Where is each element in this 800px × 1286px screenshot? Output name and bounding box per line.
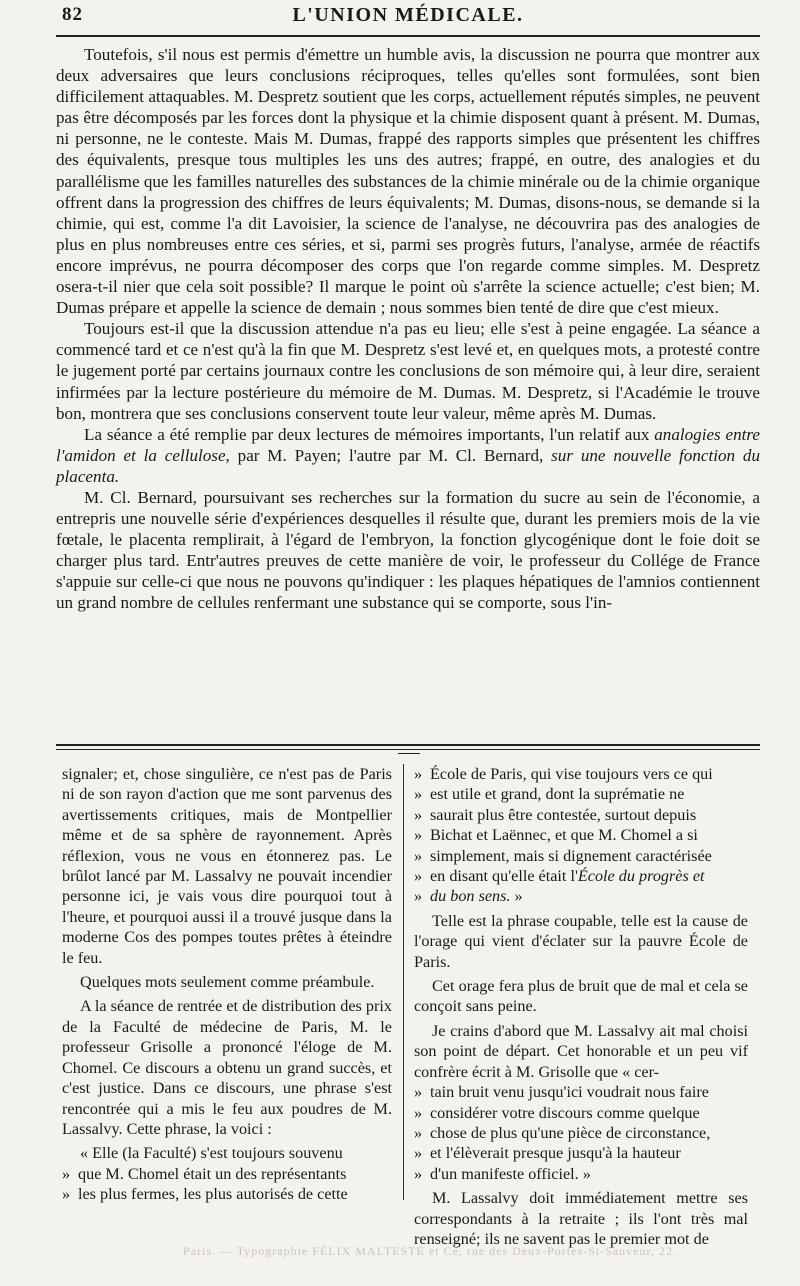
quote-mark: » — [414, 805, 423, 824]
article-italic-title: sur une nouvelle fonction du placenta. — [56, 445, 760, 486]
main-article — [56, 44, 760, 614]
quote-line: « Elle (la Faculté) s'est toujours souvenu — [80, 1144, 343, 1163]
column-divider-cap — [398, 753, 420, 754]
column-paragraph: Cet orage fera plus de bruit que de mal et cela se conçoit sans peine. — [414, 977, 748, 1016]
quote-line: » les plus fermes, les plus autorisés de cette — [62, 1185, 348, 1204]
quote-italic: du bon sens. — [430, 887, 511, 906]
column-paragraph: Quelques mots seulement comme préambule. — [80, 973, 375, 992]
column-paragraph: Je crains d'abord que M. Lassalvy ait mal choisi son point de départ. Cet honorable et un peu vif confrère écrit à M. Grisolle que « cer- — [414, 1021, 748, 1081]
quote-line: » du bon sens. » — [414, 887, 523, 906]
journal-title: L'UNION MÉDICALE. — [292, 4, 524, 26]
quote-line: » École de Paris, qui vise toujours vers ce qui — [414, 765, 713, 783]
quote-line: » simplement, mais si dignement caractérisée — [414, 846, 712, 865]
quote-mark: » — [62, 1164, 71, 1183]
article-paragraph: Toujours est-il que la discussion attendue n'a pas eu lieu; elle s'est à peine engagée. La séance a commencé tard et ce n'est qu'à la fin que M. Despretz s'est levé et, en quelques mots, a protesté contre le jugement porté par certains journaux contre les conclusions de son mémoire qui, à leur dire, seraient infirmées par la lecture postérieure du mémoire de M. Dumas. M. Despretz, si l'Académie le trouve bon, montrera que ses conclusions conservent toute leur valeur, même après M. Dumas. — [56, 319, 760, 423]
quote-mark: » — [414, 867, 423, 886]
quote-italic: École du progrès et — [577, 867, 705, 886]
quote-mark: » — [414, 765, 423, 783]
column-paragraph: A la séance de rentrée et de distribution des prix de la Faculté de médecine de Paris, M. le professeur Grisolle a prononcé l'éloge de M. Chomel. Ce discours a obtenu un grand succès, et c'est justice. Dans ce discours, une phrase s'est rencontrée qui a mis le feu aux poudres de M. Lassalvy. Cette phrase, la voici : — [62, 997, 392, 1138]
quote-mark: » — [414, 887, 423, 906]
quote-mark: » — [62, 1185, 71, 1204]
quote-line: » saurait plus être contestée, surtout depuis — [414, 805, 697, 824]
feuilleton-left-column — [62, 764, 392, 1205]
article-paragraph-text: La séance a été remplie par deux lectures de mémoires importants, l'un relatif aux — [84, 424, 655, 444]
quote-mark: » — [414, 1164, 423, 1183]
quote-mark: » — [414, 785, 423, 804]
column-paragraph: Telle est la phrase coupable, telle est la cause de l'orage qui vient d'éclater sur la pauvre École de Paris. — [414, 911, 748, 971]
quote-line: » et l'élèverait presque jusqu'à la hauteur — [414, 1144, 681, 1163]
quote-line: » chose de plus qu'une pièce de circonstance, — [414, 1123, 711, 1142]
quote-mark: » — [414, 1123, 423, 1142]
article-paragraph: M. Cl. Bernard, poursuivant ses recherches sur la formation du sucre au sein de l'économie, a entrepris une nouvelle série d'expériences desquelles il résulte que, durant les premiers mois de la vie fœtale, le placenta remplirait, à l'égard de l'embryon, la fonction glycogénique dont le foie doit se charger plus tard. Entr'autres preuves de cette manière de voir, le professeur du Collége de France s'appuie sur celle-ci que nous ne pouvons qu'indiquer : les plaques hépatiques de l'amnios contiennent un grand nombre de cellules renfermant une substance qui se comporte, sous l'in- — [56, 487, 760, 613]
quote-line: » tain bruit venu jusqu'ici voudrait nous faire — [414, 1083, 709, 1102]
quote-line: » est utile et grand, dont la suprématie ne — [414, 785, 685, 804]
quote-line: » considérer votre discours comme quelque — [414, 1103, 700, 1122]
page-header — [56, 2, 760, 28]
article-paragraph-text: par M. Payen; l'autre par M. Cl. Bernard, — [229, 445, 552, 465]
column-divider — [403, 764, 404, 1200]
quote-line: » que M. Chomel était un des représentants — [62, 1164, 347, 1183]
quote-line: » d'un manifeste officiel. » — [414, 1164, 591, 1183]
quote-mark: » — [414, 826, 423, 845]
quote-mark: » — [414, 846, 423, 865]
quote-mark: » — [414, 1083, 423, 1102]
quote-line: » en disant qu'elle était l'École du progrès et — [414, 867, 705, 886]
article-paragraph — [56, 424, 760, 487]
header-rule — [56, 35, 760, 37]
section-divider — [56, 744, 760, 750]
quote-block — [414, 764, 748, 907]
quote-mark: » — [414, 1144, 423, 1163]
article-paragraph: Toutefois, s'il nous est permis d'émettre un humble avis, la discussion ne pourra que montrer aux deux adversaires que leurs conclusions réciproques, telles qu'elles sont formulées, sont bien difficilement attaquables. M. Despretz soutient que les corps, actuellement réputés simples, ne peuvent pas être décomposés par les forces dont la physique et la chimie disposent quant à présent. M. Dumas, ni personne, ne le conteste. Mais M. Dumas, frappé des rapports simples que présentent les chiffres des équivalents, presque tous multiples les uns des autres; frappé, en outre, des analogies et du parallélisme que les familles naturelles des substances de la chimie minérale ou de la chimie organique offrent dans la progression des chiffres de leurs équivalents; M. Dumas, disons-nous, se demande si la chimie, qui est, comme l'a dit Lavoisier, la science de l'analyse, ne découvrira pas des analogies de plus en plus nombreuses entre ces séries, et si, parmi ses progrès futurs, l'analyse, armée de réactifs encore imprévus, ne pourra décomposer des corps que l'on regarde comme simples. M. Despretz osera-t-il nier que cela soit possible? Il marque le point où s'arrête la science actuelle; c'est bien; M. Dumas prépare et appelle la science de demain ; nous sommes bien tenté de dire que c'est mieux. — [56, 45, 760, 318]
column-paragraph: signaler; et, chose singulière, ce n'est pas de Paris ni de son rayon d'action que me sont parvenus des avertissements critiques, mais de Montpellier même et de sa sphère de rayonnement. Après réflexion, vous ne vous en étonnerez pas. Le brûlot lancé par M. Lassalvy ne pouvait incendier personne ici, je vais vous dire pourquoi tout à l'heure, et pourquoi aussi il a trouvé jusque dans la moderne Cos des pompes toutes prêtes à éteindre le feu. — [62, 765, 392, 967]
quote-line: » Bichat et Laënnec, et que M. Chomel a si — [414, 826, 698, 845]
quote-mark: » — [414, 1103, 423, 1122]
column-paragraph: M. Lassalvy doit immédiatement mettre ses correspondants à la retraite ; ils l'ont très mal renseigné; ils ne savent pas le premier mot de — [414, 1189, 748, 1248]
quote-block — [414, 1082, 748, 1184]
printer-imprint: Paris. — Typographie FÉLIX MALTESTE et Ce, rue des Deux-Portes-St-Sauveur, 22. — [183, 1244, 677, 1258]
article-italic-title: analogies entre l'amidon et la cellulose, — [56, 424, 761, 465]
feuilleton-right-column — [414, 764, 748, 1253]
page-number: 82 — [62, 4, 83, 25]
